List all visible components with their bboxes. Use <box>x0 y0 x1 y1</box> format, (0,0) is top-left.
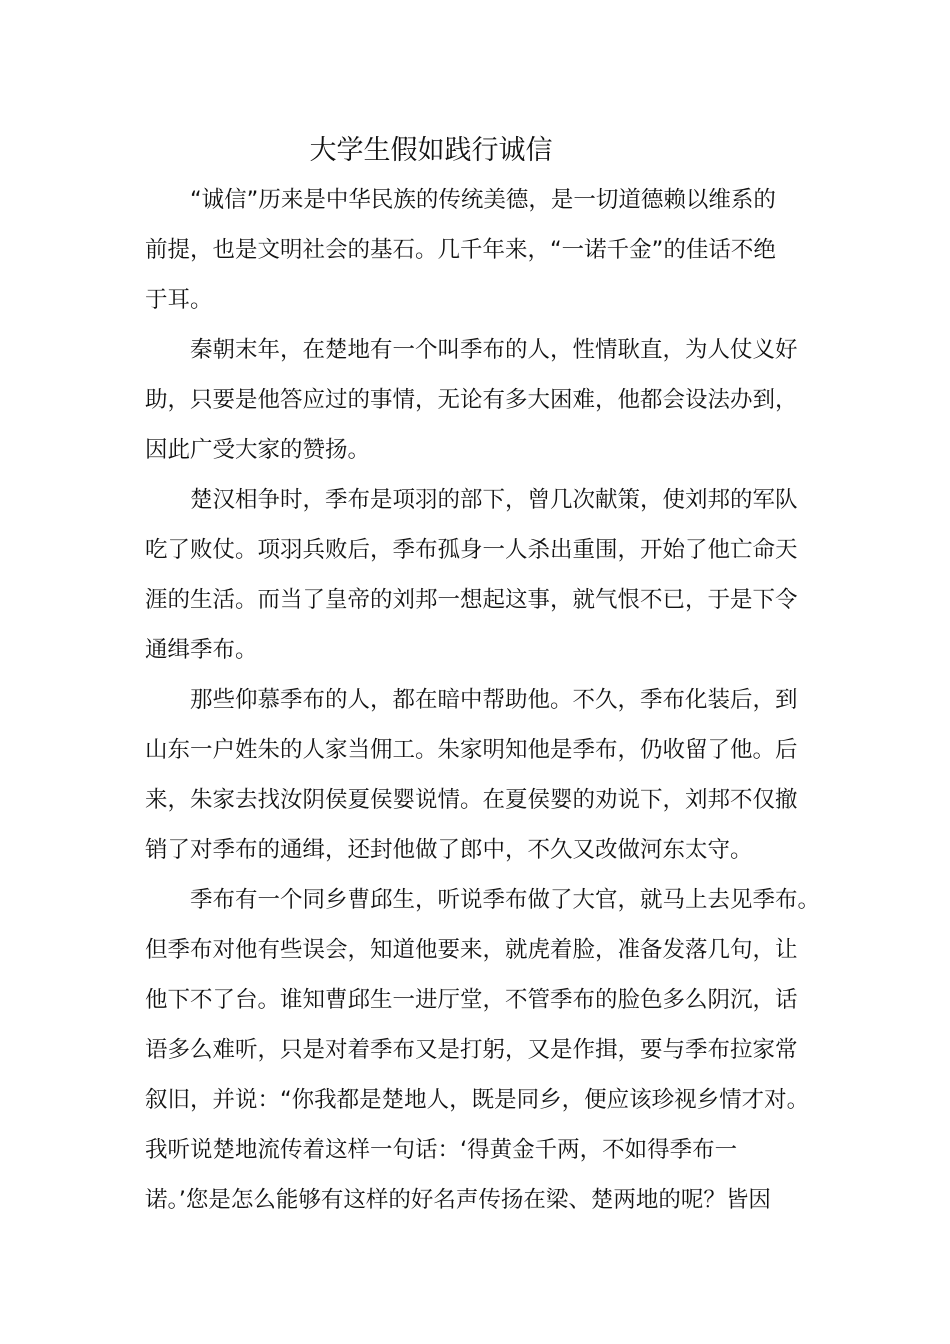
text-line: 叙旧，并说：“你我都是楚地人，既是同乡，便应该珍视乡情才对。 <box>145 1087 810 1113</box>
text-line: 销了对季布的通缉，还封他做了郎中，不久又改做河东太守。 <box>145 837 753 863</box>
text-line: “诚信”历来是中华民族的传统美德，是一切道德赖以维系的 <box>190 187 776 213</box>
text-line: 来，朱家去找汝阴侯夏侯婴说情。在夏侯婴的劝说下，刘邦不仅撤 <box>145 787 798 813</box>
text-line: 吃了败仗。项羽兵败后，季布孤身一人杀出重围，开始了他亡命天 <box>145 537 798 563</box>
text-line: 助，只要是他答应过的事情，无论有多大困难，他都会设法办到， <box>145 387 798 413</box>
text-line: 前提，也是文明社会的基石。几千年来，“一诺千金”的佳话不绝 <box>145 237 776 263</box>
page-title: 大学生假如践行诚信 <box>309 135 553 166</box>
text-line: 语多么难听，只是对着季布又是打躬，又是作揖，要与季布拉家常 <box>145 1037 798 1063</box>
text-line: 通缉季布。 <box>145 637 258 663</box>
text-line: 但季布对他有些误会，知道他要来，就虎着脸，准备发落几句，让 <box>145 937 798 963</box>
text-line: 山东一户姓朱的人家当佣工。朱家明知他是季布，仍收留了他。后 <box>145 737 798 763</box>
text-line: 季布有一个同乡曹邱生，听说季布做了大官，就马上去见季布。 <box>190 887 821 913</box>
text-line: 于耳。 <box>145 287 213 313</box>
text-line: 我听说楚地流传着这样一句话：‘得黄金千两，不如得季布一 <box>145 1137 738 1163</box>
text-line: 楚汉相争时，季布是项羽的部下，曾几次献策，使刘邦的军队 <box>190 487 798 513</box>
text-line: 涯的生活。而当了皇帝的刘邦一想起这事，就气恨不已，于是下令 <box>145 587 798 613</box>
text-line: 那些仰慕季布的人，都在暗中帮助他。不久，季布化装后，到 <box>190 687 798 713</box>
text-line: 因此广受大家的赞扬。 <box>145 437 371 463</box>
text-line: 诺。’您是怎么能够有这样的好名声传扬在梁、楚两地的呢？皆因 <box>145 1187 771 1213</box>
text-line: 秦朝末年，在楚地有一个叫季布的人，性情耿直，为人仗义好 <box>190 337 798 363</box>
text-line: 他下不了台。谁知曹邱生一进厅堂，不管季布的脸色多么阴沉，话 <box>145 987 798 1013</box>
